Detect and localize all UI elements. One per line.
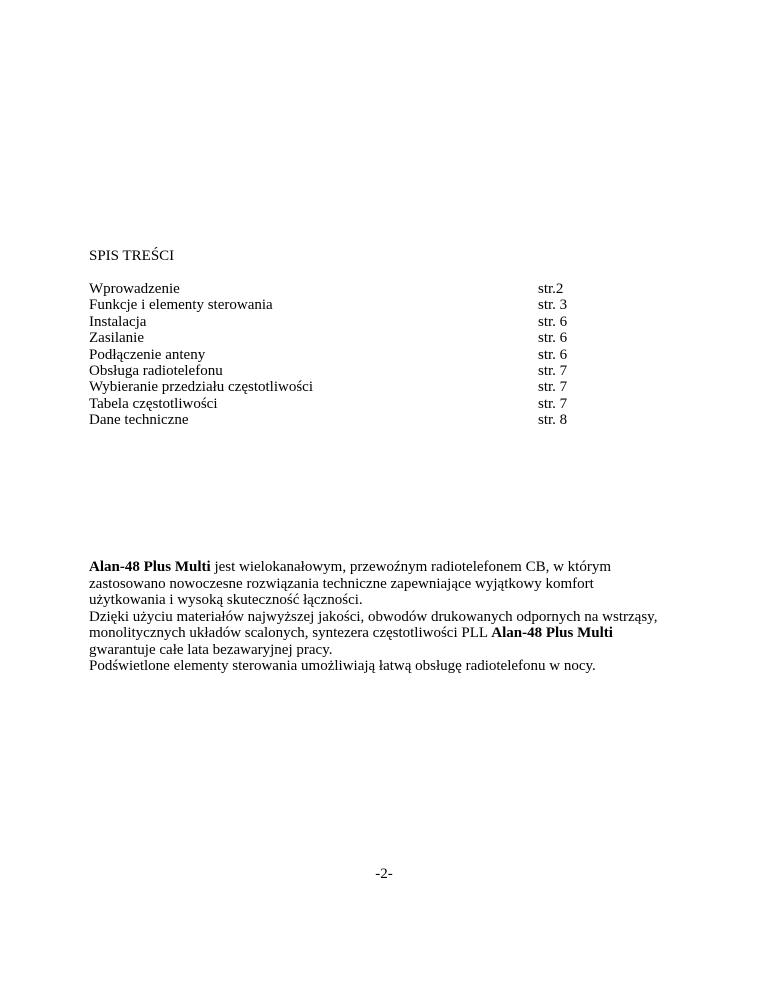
- toc-entry-label: Wybieranie przedziału częstotliwości: [89, 379, 313, 396]
- toc-entry-label: Wprowadzenie: [89, 281, 180, 297]
- toc-entry-label: Podłączenie anteny: [89, 346, 206, 363]
- intro-text: Dzięki użyciu materiałów najwyższej jakości, obwodów drukowanych odpornych na wstrząsy, monolitycznych układów scalonych, syntezera częstotliwości PLL: [89, 608, 658, 641]
- toc-entry-page: str. 8: [538, 412, 568, 429]
- product-name: Alan-48 Plus Multi: [89, 559, 211, 575]
- toc-entry-power: [89, 330, 609, 346]
- toc-entry-page: str. 7: [538, 395, 568, 412]
- toc-entry-page: str.2: [538, 281, 564, 297]
- toc-entry-page: str. 7: [538, 379, 568, 396]
- toc-entry-label: Instalacja: [89, 313, 147, 330]
- intro-paragraph: [89, 658, 659, 675]
- table-of-contents: [89, 281, 609, 429]
- intro-text: jest wielokanałowym, przewoźnym radiotelefonem CB, w którym zastosowano nowoczesne rozwiązania techniczne zapewniające wyjątkowy komfort użytkowania i wysoką skuteczność łączności.: [89, 559, 612, 608]
- intro-text: Podświetlone elementy sterowania umożliwiają łatwą obsługę radiotelefonu w nocy.: [89, 658, 596, 674]
- page-number: -2-: [375, 866, 393, 882]
- intro-text: gwarantuje całe lata bezawaryjnej pracy.: [89, 641, 333, 658]
- toc-entry-functions: [89, 297, 609, 313]
- toc-entry-page: str. 6: [538, 313, 568, 330]
- toc-entry-page: str. 3: [538, 297, 568, 314]
- toc-heading: SPIS TREŚCI: [89, 248, 175, 264]
- intro-paragraph: [89, 559, 659, 609]
- toc-entry-label: Funkcje i elementy sterowania: [89, 297, 273, 314]
- introduction-text: [89, 559, 659, 675]
- intro-paragraph: [89, 609, 659, 659]
- toc-entry-page: str. 7: [538, 362, 568, 379]
- toc-entry-page: str. 6: [538, 330, 568, 347]
- toc-entry-label: Obsługa radiotelefonu: [89, 362, 223, 379]
- toc-entry-introduction: [89, 281, 609, 297]
- toc-entry-installation: [89, 314, 609, 330]
- toc-entry-page: str. 6: [538, 346, 568, 363]
- toc-entry-technical-data: [89, 412, 609, 428]
- toc-entry-label: Zasilanie: [89, 330, 144, 347]
- toc-entry-label: Dane techniczne: [89, 412, 189, 429]
- toc-entry-label: Tabela częstotliwości: [89, 395, 218, 412]
- toc-entry-frequency-band: [89, 379, 609, 395]
- toc-entry-antenna: [89, 347, 609, 363]
- product-name: Alan-48 Plus Multi: [491, 625, 613, 641]
- toc-entry-frequency-table: [89, 396, 609, 412]
- toc-entry-operation: [89, 363, 609, 379]
